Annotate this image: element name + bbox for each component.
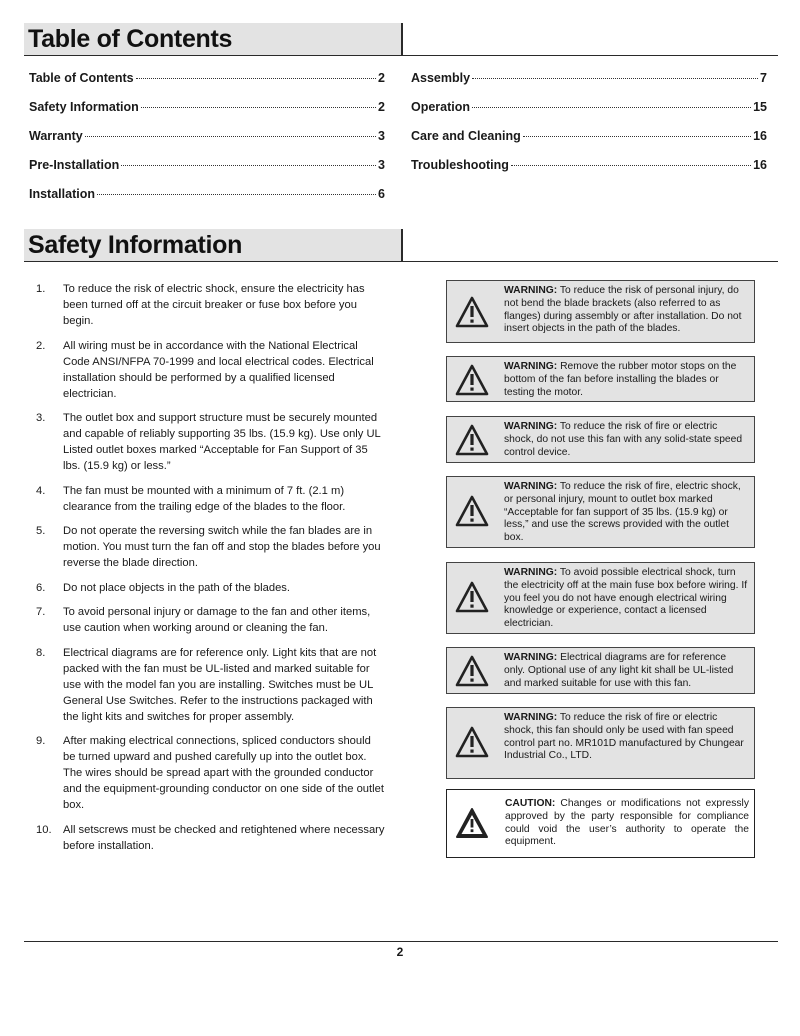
list-item — [36, 645, 386, 725]
toc-entry-label: Pre-Installation — [29, 158, 120, 172]
list-item — [36, 580, 386, 596]
toc-left-column — [29, 71, 385, 216]
toc-entry-label: Safety Information — [29, 100, 139, 114]
heading-divider — [401, 229, 403, 262]
item-text: Do not operate the reversing switch while the fan blades are in motion. You must turn the fan off and stop the blades before you reverse the blade direction. — [63, 525, 381, 569]
footer-rule — [24, 941, 778, 942]
toc-entry[interactable] — [29, 71, 385, 100]
item-number: 4. — [36, 484, 46, 497]
list-item — [36, 410, 386, 474]
item-text: Electrical diagrams are for reference only. Light kits that are not packed with the fan must be UL-listed and marked suitable for use with the model fan you are installing. Switches must be UL General Use Switches. Refer to the instructions packaged with the light kits and switches for proper assembly. — [63, 646, 377, 723]
warning-message: To avoid possible electrical shock, turn the electricity off at the main fuse box before wiring. If you feel you do not have enough electrical wiring knowledge or experience, contact a licensed electrician. — [504, 567, 748, 630]
caution-triangle-icon — [455, 807, 489, 839]
item-text: The outlet box and support structure must be securely mounted and capable of reliably supporting 35 lbs. (15.9 kg). Use only UL Listed outlet boxes marked “Acceptable for Fan Support of 35 lbs. (15.9 kg) or less.” — [63, 412, 381, 472]
item-number: 7. — [36, 606, 46, 618]
heading-rule — [24, 55, 778, 56]
item-number: 3. — [36, 412, 46, 424]
item-text: The fan must be mounted with a minimum of 7 ft. (2.1 m) clearance from the trailing edge of the blades to the floor. — [63, 484, 346, 513]
warning-message: To reduce the risk of fire or electric shock, do not use this fan with any solid-state speed control device. — [504, 421, 743, 458]
list-item — [36, 281, 386, 329]
warning-message: To reduce the risk of fire or electric shock, this fan should only be used with fan speed control part no. MR101D manufactured by Chungear Industrial Co., LTD. — [504, 712, 744, 762]
caution-message: Changes or modifications not expressly approved by the party responsible for compliance could void the user’s authority to operate the equipment. — [505, 798, 749, 848]
item-text: All setscrews must be checked and retightened where necessary before installation. — [63, 823, 385, 852]
heading-divider — [401, 23, 403, 56]
toc-entry-page: 7 — [760, 71, 767, 85]
warning-text — [504, 421, 749, 459]
list-item — [36, 483, 386, 515]
toc-leader — [85, 136, 376, 137]
toc-entry-page: 2 — [378, 100, 385, 114]
warning-text — [504, 652, 749, 690]
toc-entry-label: Troubleshooting — [411, 158, 509, 172]
warning-box — [446, 647, 755, 694]
warning-text — [504, 567, 749, 631]
caution-text — [505, 798, 749, 849]
item-text: Do not place objects in the path of the blades. — [63, 581, 291, 594]
warning-keyword: WARNING: — [504, 361, 558, 372]
item-text: To reduce the risk of electric shock, ensure the electricity has been turned off at the circuit breaker or fuse box before you begin. — [63, 283, 365, 327]
warning-box — [446, 356, 755, 402]
warning-keyword: WARNING: — [504, 567, 558, 578]
warning-box — [446, 416, 755, 463]
toc-entry-label: Care and Cleaning — [411, 129, 521, 143]
safety-heading-bar — [24, 229, 778, 262]
item-text: To avoid personal injury or damage to the fan and other items, use caution when working around or cleaning the fan. — [63, 606, 371, 634]
toc-entry-page: 15 — [753, 100, 767, 114]
toc-leader — [97, 194, 376, 195]
warning-text — [504, 712, 749, 763]
list-item — [36, 523, 386, 571]
warning-triangle-icon — [455, 495, 489, 527]
warning-box — [446, 280, 755, 343]
toc-entry-page: 6 — [378, 187, 385, 201]
item-number: 10. — [36, 823, 52, 836]
toc-entry[interactable] — [411, 129, 767, 158]
toc-leader — [472, 107, 751, 108]
warning-keyword: WARNING: — [504, 712, 558, 723]
warning-triangle-icon — [455, 364, 489, 396]
toc-leader — [472, 78, 758, 79]
item-text: After making electrical connections, spliced conductors should be turned upward and pushed carefully up into the outlet box. The wires should be spread apart with the grounded conductor and the equipment-grounding conductor on one side of the outlet box. — [63, 735, 384, 811]
toc-right-column — [411, 71, 767, 187]
warning-text — [504, 481, 749, 545]
safety-instructions-list — [36, 281, 386, 862]
toc-entry[interactable] — [411, 158, 767, 187]
warning-text — [504, 285, 749, 336]
toc-entry-page: 3 — [378, 129, 385, 143]
warning-keyword: WARNING: — [504, 481, 558, 492]
toc-entry-page: 2 — [378, 71, 385, 85]
warning-keyword: WARNING: — [504, 421, 558, 432]
warning-triangle-icon — [455, 726, 489, 758]
toc-leader — [141, 107, 376, 108]
warning-message: To reduce the risk of fire, electric shock, or personal injury, mount to outlet box marked “Acceptable for fan support of 35 lbs. (15.9 kg) or less,” and use the screws provided with the outlet box. — [504, 481, 741, 544]
item-number: 5. — [36, 525, 46, 537]
toc-entry-page: 16 — [753, 129, 767, 143]
item-number: 6. — [36, 581, 46, 594]
item-number: 9. — [36, 735, 46, 747]
toc-leader — [511, 165, 751, 166]
toc-entry[interactable] — [29, 129, 385, 158]
toc-entry-label: Warranty — [29, 129, 83, 143]
toc-entry[interactable] — [29, 187, 385, 216]
warning-box — [446, 707, 755, 779]
toc-leader — [121, 165, 376, 166]
warning-triangle-icon — [455, 424, 489, 456]
warning-keyword: WARNING: — [504, 285, 558, 296]
warning-keyword: WARNING: — [504, 652, 558, 663]
warning-message: Electrical diagrams are for reference only. Optional use of any light kit shall be UL-listed and marked suitable for use with this fan. — [504, 652, 734, 689]
toc-leader — [136, 78, 376, 79]
list-item — [36, 604, 386, 636]
warning-text — [504, 361, 749, 399]
warning-triangle-icon — [455, 581, 489, 613]
toc-entry-label: Table of Contents — [29, 71, 134, 85]
caution-keyword: CAUTION: — [505, 798, 556, 809]
page-number: 2 — [396, 945, 404, 959]
list-item — [36, 733, 386, 813]
item-number: 2. — [36, 339, 46, 352]
toc-leader — [523, 136, 751, 137]
item-number: 8. — [36, 646, 46, 659]
toc-entry-label: Assembly — [411, 71, 471, 85]
toc-title: Table of Contents — [28, 25, 233, 53]
item-text: All wiring must be in accordance with the National Electrical Code ANSI/NFPA 70-1999 and local electrical codes. Electrical installation should be performed by a qualified licensed electrician. — [63, 339, 374, 400]
warning-message: Remove the rubber motor stops on the bottom of the fan before installing the blades or testing the motor. — [504, 361, 737, 398]
toc-entry-page: 16 — [753, 158, 767, 172]
list-item — [36, 822, 386, 854]
safety-title: Safety Information — [28, 231, 243, 259]
warning-message: To reduce the risk of personal injury, do not bend the blade brackets (also referred to as flanges) during assembly or after installation. Do not insert objects in the path of the blades. — [504, 285, 742, 335]
warning-box — [446, 476, 755, 548]
toc-entry[interactable] — [29, 158, 385, 187]
list-item — [36, 338, 386, 402]
toc-heading-bar — [24, 23, 778, 56]
toc-entry-label: Installation — [29, 187, 95, 201]
toc-entry-label: Operation — [411, 100, 471, 114]
toc-entry[interactable] — [411, 100, 767, 129]
warning-triangle-icon — [455, 296, 489, 328]
item-number: 1. — [36, 283, 46, 295]
warning-box — [446, 562, 755, 634]
toc-entry[interactable] — [411, 71, 767, 100]
toc-entry-page: 3 — [378, 158, 385, 172]
warning-triangle-icon — [455, 655, 489, 687]
heading-rule — [24, 261, 778, 262]
toc-entry[interactable] — [29, 100, 385, 129]
caution-box — [446, 789, 755, 858]
